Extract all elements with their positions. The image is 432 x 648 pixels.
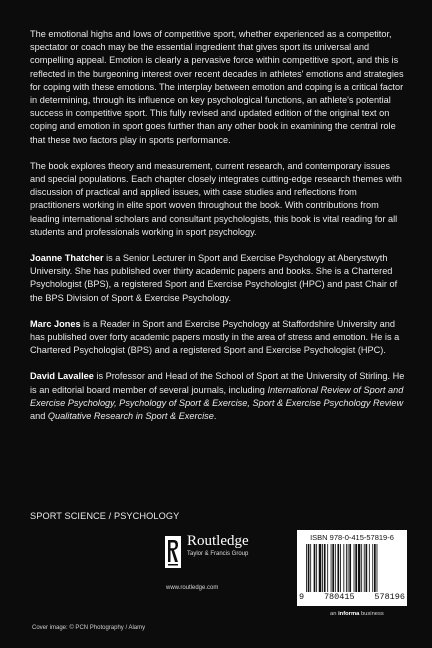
barcode-bars	[306, 544, 402, 592]
author-bio-text: and	[30, 411, 48, 422]
routledge-logo-icon	[165, 536, 181, 568]
author-bio-lavallee	[30, 370, 405, 423]
publisher-url: www.routledge.com	[166, 585, 219, 591]
journal-titles: International Review of Sport and Exercise Psychology, Psychology of Sport & Exercise, Sport & Exercise Psychology Review	[30, 384, 404, 408]
author-bio-thatcher	[30, 252, 405, 305]
barcode-digit-group-1: 780415	[323, 592, 355, 602]
subject-category: SPORT SCIENCE / PSYCHOLOGY	[30, 511, 180, 521]
publisher-logo	[165, 534, 285, 582]
author-name: Joanne Thatcher	[30, 253, 104, 264]
author-bio-text: is a Senior Lecturer in Sport and Exercise Psychology at Aberystwyth University. She has published over thirty academic papers and books. She is a Chartered Psychologist (BPS), a registered Sport and Exercise Psychologist (HPC) and past Chair of the BPS Division of Sport & Exercise Psychology.	[30, 253, 398, 303]
publisher-group: Taylor & Francis Group	[187, 551, 249, 557]
author-bio-text: .	[213, 411, 217, 422]
isbn-barcode	[297, 530, 407, 606]
blurb-paragraph-2: The book explores theory and measurement, current research, and contemporary issues and special populations. Each chapter closely integrates cutting-edge research themes with discussion of practical and applied issues, with case studies and reflections from practitioners working in elite sport woven throughout the book. With contributions from leading international scholars and consultant psychologists, this book is vital reading for all students and professionals working in sport psychology.	[30, 160, 402, 237]
informa-business-line	[330, 610, 384, 618]
isbn-label: ISBN 978-0-415-57819-6	[310, 533, 394, 542]
author-bio-jones	[30, 318, 405, 358]
informa-suffix: business	[359, 611, 384, 617]
blurb-paragraph-1: The emotional highs and lows of competitive sport, whether experienced as a competitor, spectator or coach may be the essential ingredient that gives sport its universal and compelling appeal. Emotion is clearly a pervasive force within competitive sport, and this is reflected in the burgeoning interest over recent decades in athletes' emotions and strategies for coping with these emotions. The interplay between emotion and coping is a critical factor in determining, through its influence on key psychological functions, an athlete's potential success in competitive sport. This fully revised and updated edition of the original text on coping and emotion in sport goes further than any other book in examining the central role that these two factors play in sports performance.	[30, 29, 404, 145]
back-cover-text	[30, 28, 405, 436]
informa-prefix: an	[330, 611, 339, 617]
barcode-digit-group-2: 578196	[374, 592, 405, 602]
author-bio-text: is a Reader in Sport and Exercise Psychology at Staffordshire University and has published over forty academic papers mostly in the area of stress and emotion. He is a Chartered Psychologist (BPS) and a registered Sport and Exercise Psychologist (HPC).	[30, 318, 400, 356]
informa-brand: informa	[338, 611, 360, 617]
cover-image-credit: Cover image: © PCN Photography / Alamy	[32, 625, 146, 631]
barcode-digits	[299, 592, 405, 603]
author-bio-text: is Professor and Head of the School of Sport at the University of Stirling. He is an editorial board member of several journals, including	[30, 371, 405, 395]
publisher-name: Routledge	[187, 533, 249, 549]
author-name: David Lavallee	[30, 371, 94, 382]
author-name: Marc Jones	[30, 318, 81, 329]
journal-title: Qualitative Research in Sport & Exercise	[47, 411, 214, 422]
barcode-digit-prefix: 9	[299, 592, 305, 602]
